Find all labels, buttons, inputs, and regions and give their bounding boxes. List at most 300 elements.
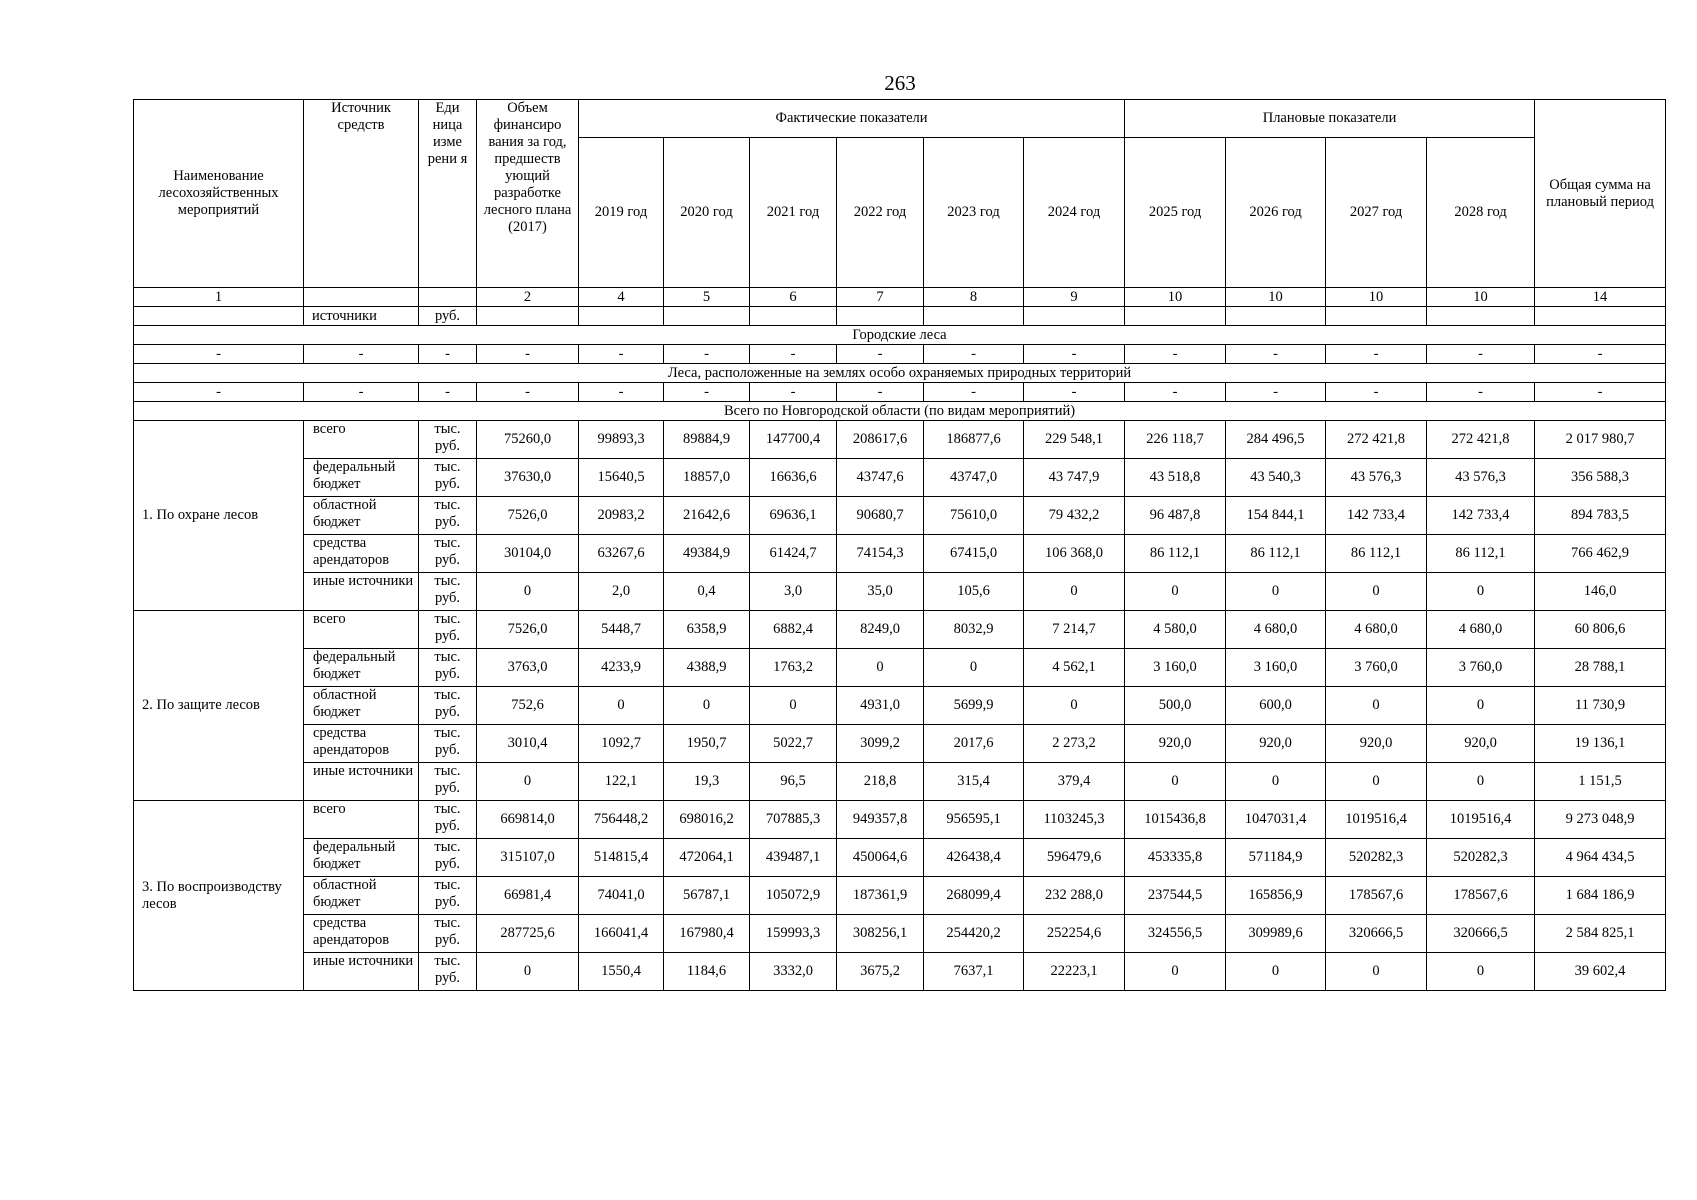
dash-cell: - — [419, 383, 477, 402]
value-cell: 226 118,7 — [1125, 421, 1226, 459]
unit-cell: тыс. руб. — [419, 497, 477, 535]
value-cell: 4233,9 — [579, 649, 664, 687]
sources-cell: источники — [304, 307, 419, 326]
header-volume: Объем финансиро вания за год, предшеств ующий разработке лесного плана (2017) — [477, 100, 579, 288]
value-cell: 1 151,5 — [1535, 763, 1666, 801]
value-cell: 439487,1 — [750, 839, 837, 877]
column-number: 10 — [1427, 288, 1535, 307]
column-numbers-row — [134, 288, 1666, 307]
value-cell: 500,0 — [1125, 687, 1226, 725]
dash-cell: - — [1125, 383, 1226, 402]
value-cell: 4 562,1 — [1024, 649, 1125, 687]
value-cell: 67415,0 — [924, 535, 1024, 573]
dash-cell: - — [1535, 345, 1666, 364]
value-cell: 96,5 — [750, 763, 837, 801]
header-year: 2022 год — [837, 138, 924, 288]
value-cell: 514815,4 — [579, 839, 664, 877]
value-cell: 79 432,2 — [1024, 497, 1125, 535]
header-year: 2019 год — [579, 138, 664, 288]
value-cell: 39 602,4 — [1535, 953, 1666, 991]
dash-cell: - — [419, 345, 477, 364]
value-cell: 5699,9 — [924, 687, 1024, 725]
value-cell: 0 — [477, 763, 579, 801]
value-cell: 105072,9 — [750, 877, 837, 915]
source-cell: иные источники — [304, 763, 419, 801]
value-cell: 147700,4 — [750, 421, 837, 459]
table-row — [134, 915, 1666, 953]
header-year: 2027 год — [1326, 138, 1427, 288]
source-cell: иные источники — [304, 953, 419, 991]
header-year: 2021 год — [750, 138, 837, 288]
value-cell: 268099,4 — [924, 877, 1024, 915]
header-name: Наименование лесохозяйственных мероприятий — [134, 100, 304, 288]
value-cell: 472064,1 — [664, 839, 750, 877]
cell — [1427, 307, 1535, 326]
value-cell: 1019516,4 — [1427, 801, 1535, 839]
source-cell: федеральный бюджет — [304, 459, 419, 497]
dash-cell: - — [477, 345, 579, 364]
value-cell: 315107,0 — [477, 839, 579, 877]
source-cell: всего — [304, 801, 419, 839]
value-cell: 74154,3 — [837, 535, 924, 573]
column-number: 10 — [1326, 288, 1427, 307]
table-row — [134, 535, 1666, 573]
value-cell: 3010,4 — [477, 725, 579, 763]
value-cell: 1103245,3 — [1024, 801, 1125, 839]
dash-cell: - — [1326, 383, 1427, 402]
value-cell: 7 214,7 — [1024, 611, 1125, 649]
value-cell: 600,0 — [1226, 687, 1326, 725]
column-number — [304, 288, 419, 307]
unit-cell: тыс. руб. — [419, 725, 477, 763]
header-year: 2024 год — [1024, 138, 1125, 288]
value-cell: 5448,7 — [579, 611, 664, 649]
value-cell: 19 136,1 — [1535, 725, 1666, 763]
cell — [1024, 307, 1125, 326]
dash-cell: - — [1427, 345, 1535, 364]
value-cell: 142 733,4 — [1326, 497, 1427, 535]
value-cell: 43747,6 — [837, 459, 924, 497]
unit-cell: тыс. руб. — [419, 763, 477, 801]
header-year: 2028 год — [1427, 138, 1535, 288]
value-cell: 18857,0 — [664, 459, 750, 497]
dash-cell: - — [1024, 383, 1125, 402]
value-cell: 0 — [1125, 953, 1226, 991]
value-cell: 894 783,5 — [1535, 497, 1666, 535]
source-cell: средства арендаторов — [304, 535, 419, 573]
dash-cell: - — [837, 383, 924, 402]
value-cell: 86 112,1 — [1125, 535, 1226, 573]
value-cell: 287725,6 — [477, 915, 579, 953]
value-cell: 165856,9 — [1226, 877, 1326, 915]
value-cell: 86 112,1 — [1326, 535, 1427, 573]
value-cell: 2 273,2 — [1024, 725, 1125, 763]
column-number: 4 — [579, 288, 664, 307]
value-cell: 0 — [1427, 687, 1535, 725]
table-row — [134, 877, 1666, 915]
value-cell: 450064,6 — [837, 839, 924, 877]
dash-cell: - — [1427, 383, 1535, 402]
value-cell: 0 — [477, 573, 579, 611]
value-cell: 956595,1 — [924, 801, 1024, 839]
value-cell: 20983,2 — [579, 497, 664, 535]
table-row — [134, 839, 1666, 877]
value-cell: 920,0 — [1326, 725, 1427, 763]
dash-cell: - — [134, 383, 304, 402]
unit-cell: тыс. руб. — [419, 687, 477, 725]
value-cell: 669814,0 — [477, 801, 579, 839]
table-row — [134, 687, 1666, 725]
value-cell: 0 — [1326, 953, 1427, 991]
value-cell: 21642,6 — [664, 497, 750, 535]
dash-cell: - — [1024, 345, 1125, 364]
unit-cell: тыс. руб. — [419, 535, 477, 573]
value-cell: 254420,2 — [924, 915, 1024, 953]
value-cell: 0 — [750, 687, 837, 725]
activity-name: 2. По защите лесов — [134, 611, 304, 801]
dash-cell: - — [750, 383, 837, 402]
value-cell: 8032,9 — [924, 611, 1024, 649]
dash-cell: - — [924, 345, 1024, 364]
table-row — [134, 953, 1666, 991]
value-cell: 7526,0 — [477, 497, 579, 535]
value-cell: 379,4 — [1024, 763, 1125, 801]
value-cell: 920,0 — [1226, 725, 1326, 763]
dash-cell: - — [1226, 345, 1326, 364]
value-cell: 60 806,6 — [1535, 611, 1666, 649]
unit-cell: руб. — [419, 307, 477, 326]
unit-cell: тыс. руб. — [419, 953, 477, 991]
header-planned: Плановые показатели — [1125, 100, 1535, 138]
column-number: 6 — [750, 288, 837, 307]
value-cell: 4 680,0 — [1326, 611, 1427, 649]
value-cell: 0 — [1326, 763, 1427, 801]
source-cell: федеральный бюджет — [304, 649, 419, 687]
value-cell: 49384,9 — [664, 535, 750, 573]
cell — [1326, 307, 1427, 326]
value-cell: 186877,6 — [924, 421, 1024, 459]
value-cell: 949357,8 — [837, 801, 924, 839]
cell — [134, 307, 304, 326]
value-cell: 43 747,9 — [1024, 459, 1125, 497]
column-number: 2 — [477, 288, 579, 307]
value-cell: 324556,5 — [1125, 915, 1226, 953]
value-cell: 208617,6 — [837, 421, 924, 459]
table-row — [134, 725, 1666, 763]
value-cell: 0 — [1226, 763, 1326, 801]
value-cell: 756448,2 — [579, 801, 664, 839]
value-cell: 3763,0 — [477, 649, 579, 687]
table-row — [134, 573, 1666, 611]
cell — [1535, 307, 1666, 326]
activity-name: 3. По воспроизводству лесов — [134, 801, 304, 991]
value-cell: 89884,9 — [664, 421, 750, 459]
value-cell: 252254,6 — [1024, 915, 1125, 953]
value-cell: 0 — [1326, 687, 1427, 725]
value-cell: 106 368,0 — [1024, 535, 1125, 573]
value-cell: 272 421,8 — [1427, 421, 1535, 459]
value-cell: 707885,3 — [750, 801, 837, 839]
value-cell: 0 — [579, 687, 664, 725]
source-cell: областной бюджет — [304, 497, 419, 535]
dash-row — [134, 383, 1666, 402]
value-cell: 1950,7 — [664, 725, 750, 763]
value-cell: 146,0 — [1535, 573, 1666, 611]
value-cell: 1550,4 — [579, 953, 664, 991]
header-year: 2026 год — [1226, 138, 1326, 288]
column-number: 10 — [1125, 288, 1226, 307]
value-cell: 37630,0 — [477, 459, 579, 497]
value-cell: 86 112,1 — [1427, 535, 1535, 573]
value-cell: 0 — [1125, 573, 1226, 611]
value-cell: 43 540,3 — [1226, 459, 1326, 497]
source-cell: областной бюджет — [304, 877, 419, 915]
value-cell: 920,0 — [1125, 725, 1226, 763]
dash-cell: - — [304, 383, 419, 402]
value-cell: 229 548,1 — [1024, 421, 1125, 459]
value-cell: 766 462,9 — [1535, 535, 1666, 573]
cell — [664, 307, 750, 326]
cell — [1226, 307, 1326, 326]
value-cell: 0 — [664, 687, 750, 725]
value-cell: 3675,2 — [837, 953, 924, 991]
value-cell: 3,0 — [750, 573, 837, 611]
cell — [750, 307, 837, 326]
value-cell: 3332,0 — [750, 953, 837, 991]
source-cell: областной бюджет — [304, 687, 419, 725]
section-total: Всего по Новгородской области (по видам мероприятий) — [134, 402, 1666, 421]
value-cell: 0 — [837, 649, 924, 687]
column-number: 8 — [924, 288, 1024, 307]
value-cell: 309989,6 — [1226, 915, 1326, 953]
value-cell: 4388,9 — [664, 649, 750, 687]
table-row — [134, 611, 1666, 649]
table-row — [134, 497, 1666, 535]
section-urban: Городские леса — [134, 326, 1666, 345]
value-cell: 15640,5 — [579, 459, 664, 497]
value-cell: 3099,2 — [837, 725, 924, 763]
value-cell: 3 160,0 — [1226, 649, 1326, 687]
value-cell: 1092,7 — [579, 725, 664, 763]
value-cell: 99893,3 — [579, 421, 664, 459]
value-cell: 63267,6 — [579, 535, 664, 573]
financing-table — [133, 99, 1666, 991]
unit-cell: тыс. руб. — [419, 801, 477, 839]
value-cell: 61424,7 — [750, 535, 837, 573]
unit-cell: тыс. руб. — [419, 459, 477, 497]
value-cell: 315,4 — [924, 763, 1024, 801]
value-cell: 218,8 — [837, 763, 924, 801]
header-year: 2020 год — [664, 138, 750, 288]
value-cell: 66981,4 — [477, 877, 579, 915]
activity-name: 1. По охране лесов — [134, 421, 304, 611]
value-cell: 920,0 — [1427, 725, 1535, 763]
value-cell: 7526,0 — [477, 611, 579, 649]
value-cell: 0 — [1427, 573, 1535, 611]
value-cell: 0 — [1226, 953, 1326, 991]
value-cell: 1019516,4 — [1326, 801, 1427, 839]
source-cell: всего — [304, 421, 419, 459]
value-cell: 11 730,9 — [1535, 687, 1666, 725]
value-cell: 75610,0 — [924, 497, 1024, 535]
value-cell: 178567,6 — [1427, 877, 1535, 915]
value-cell: 2 584 825,1 — [1535, 915, 1666, 953]
source-cell: средства арендаторов — [304, 915, 419, 953]
value-cell: 35,0 — [837, 573, 924, 611]
column-number: 5 — [664, 288, 750, 307]
value-cell: 571184,9 — [1226, 839, 1326, 877]
value-cell: 75260,0 — [477, 421, 579, 459]
dash-cell: - — [1125, 345, 1226, 364]
table-row — [134, 763, 1666, 801]
value-cell: 167980,4 — [664, 915, 750, 953]
value-cell: 1 684 186,9 — [1535, 877, 1666, 915]
dash-cell: - — [664, 345, 750, 364]
column-number: 9 — [1024, 288, 1125, 307]
value-cell: 19,3 — [664, 763, 750, 801]
value-cell: 5022,7 — [750, 725, 837, 763]
dash-cell: - — [134, 345, 304, 364]
cell — [924, 307, 1024, 326]
value-cell: 3 760,0 — [1427, 649, 1535, 687]
column-number: 10 — [1226, 288, 1326, 307]
value-cell: 1763,2 — [750, 649, 837, 687]
cell — [579, 307, 664, 326]
value-cell: 6882,4 — [750, 611, 837, 649]
value-cell: 86 112,1 — [1226, 535, 1326, 573]
value-cell: 22223,1 — [1024, 953, 1125, 991]
value-cell: 232 288,0 — [1024, 877, 1125, 915]
value-cell: 0 — [1125, 763, 1226, 801]
header-year: 2025 год — [1125, 138, 1226, 288]
value-cell: 122,1 — [579, 763, 664, 801]
unit-cell: тыс. руб. — [419, 611, 477, 649]
value-cell: 9 273 048,9 — [1535, 801, 1666, 839]
unit-cell: тыс. руб. — [419, 839, 477, 877]
value-cell: 320666,5 — [1326, 915, 1427, 953]
value-cell: 43 518,8 — [1125, 459, 1226, 497]
cell — [1125, 307, 1226, 326]
value-cell: 752,6 — [477, 687, 579, 725]
header-unit: Еди ница изме рени я — [419, 100, 477, 288]
value-cell: 1015436,8 — [1125, 801, 1226, 839]
value-cell: 520282,3 — [1427, 839, 1535, 877]
value-cell: 43 576,3 — [1326, 459, 1427, 497]
value-cell: 3 760,0 — [1326, 649, 1427, 687]
table-row — [134, 459, 1666, 497]
unit-cell: тыс. руб. — [419, 649, 477, 687]
unit-cell: тыс. руб. — [419, 573, 477, 611]
value-cell: 4931,0 — [837, 687, 924, 725]
value-cell: 426438,4 — [924, 839, 1024, 877]
value-cell: 3 160,0 — [1125, 649, 1226, 687]
value-cell: 159993,3 — [750, 915, 837, 953]
value-cell: 96 487,8 — [1125, 497, 1226, 535]
value-cell: 308256,1 — [837, 915, 924, 953]
value-cell: 1047031,4 — [1226, 801, 1326, 839]
dash-cell: - — [1326, 345, 1427, 364]
table-row — [134, 801, 1666, 839]
value-cell: 7637,1 — [924, 953, 1024, 991]
value-cell: 596479,6 — [1024, 839, 1125, 877]
header-total: Общая сумма на плановый период — [1535, 100, 1666, 288]
value-cell: 0 — [477, 953, 579, 991]
value-cell: 90680,7 — [837, 497, 924, 535]
source-cell: иные источники — [304, 573, 419, 611]
value-cell: 69636,1 — [750, 497, 837, 535]
dash-cell: - — [1535, 383, 1666, 402]
value-cell: 28 788,1 — [1535, 649, 1666, 687]
header-actual: Фактические показатели — [579, 100, 1125, 138]
value-cell: 237544,5 — [1125, 877, 1226, 915]
column-number: 7 — [837, 288, 924, 307]
value-cell: 43 576,3 — [1427, 459, 1535, 497]
value-cell: 178567,6 — [1326, 877, 1427, 915]
value-cell: 142 733,4 — [1427, 497, 1535, 535]
dash-cell: - — [750, 345, 837, 364]
value-cell: 0 — [1226, 573, 1326, 611]
dash-cell: - — [304, 345, 419, 364]
section-row-urban — [134, 326, 1666, 345]
value-cell: 284 496,5 — [1226, 421, 1326, 459]
table-row — [134, 649, 1666, 687]
header-year: 2023 год — [924, 138, 1024, 288]
value-cell: 154 844,1 — [1226, 497, 1326, 535]
value-cell: 0 — [1326, 573, 1427, 611]
unit-cell: тыс. руб. — [419, 877, 477, 915]
cell — [837, 307, 924, 326]
column-number: 1 — [134, 288, 304, 307]
value-cell: 698016,2 — [664, 801, 750, 839]
value-cell: 4 964 434,5 — [1535, 839, 1666, 877]
value-cell: 0,4 — [664, 573, 750, 611]
value-cell: 16636,6 — [750, 459, 837, 497]
source-cell: средства арендаторов — [304, 725, 419, 763]
value-cell: 0 — [1427, 763, 1535, 801]
value-cell: 2,0 — [579, 573, 664, 611]
value-cell: 43747,0 — [924, 459, 1024, 497]
value-cell: 2 017 980,7 — [1535, 421, 1666, 459]
section-row-protected — [134, 364, 1666, 383]
value-cell: 2017,6 — [924, 725, 1024, 763]
value-cell: 105,6 — [924, 573, 1024, 611]
value-cell: 1184,6 — [664, 953, 750, 991]
value-cell: 0 — [1024, 573, 1125, 611]
source-cell: федеральный бюджет — [304, 839, 419, 877]
value-cell: 320666,5 — [1427, 915, 1535, 953]
dash-cell: - — [664, 383, 750, 402]
dash-cell: - — [579, 383, 664, 402]
dash-cell: - — [477, 383, 579, 402]
value-cell: 453335,8 — [1125, 839, 1226, 877]
value-cell: 0 — [1024, 687, 1125, 725]
dash-cell: - — [579, 345, 664, 364]
sources-row — [134, 307, 1666, 326]
value-cell: 520282,3 — [1326, 839, 1427, 877]
dash-cell: - — [1226, 383, 1326, 402]
value-cell: 0 — [924, 649, 1024, 687]
value-cell: 8249,0 — [837, 611, 924, 649]
unit-cell: тыс. руб. — [419, 421, 477, 459]
dash-row — [134, 345, 1666, 364]
value-cell: 166041,4 — [579, 915, 664, 953]
value-cell: 30104,0 — [477, 535, 579, 573]
value-cell: 4 680,0 — [1427, 611, 1535, 649]
value-cell: 187361,9 — [837, 877, 924, 915]
header-source: Источник средств — [304, 100, 419, 288]
value-cell: 4 680,0 — [1226, 611, 1326, 649]
dash-cell: - — [924, 383, 1024, 402]
